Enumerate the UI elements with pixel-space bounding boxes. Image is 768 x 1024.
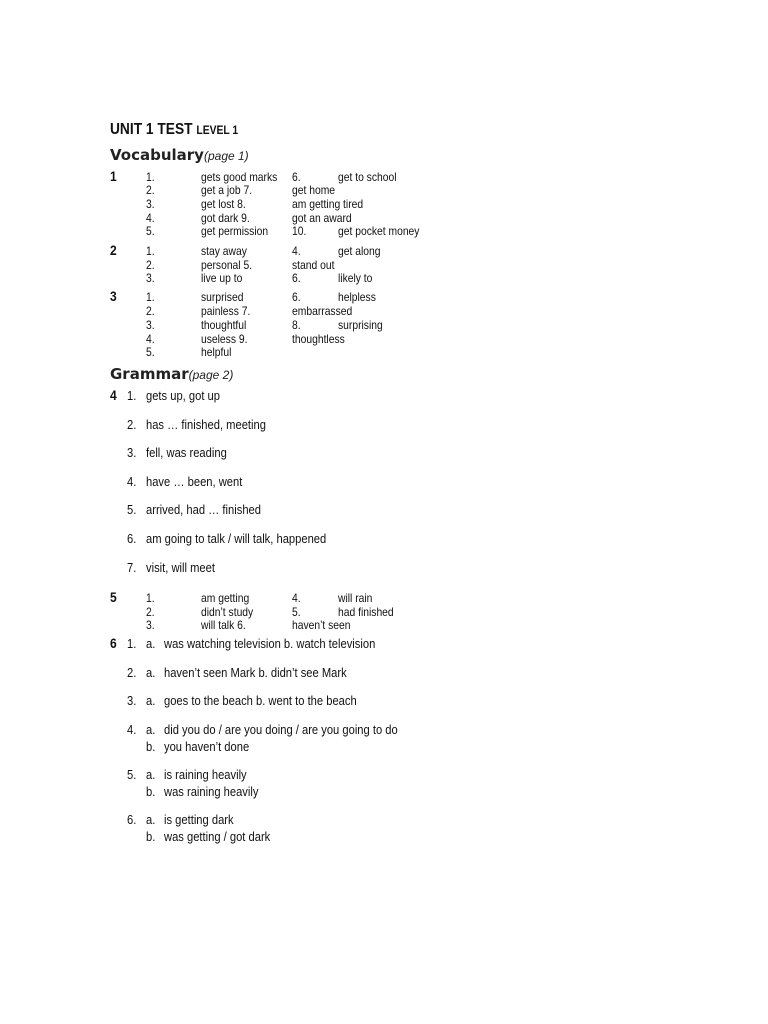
answer-num: 1. [146,591,155,605]
answer-text: am going to talk / will talk, happened [146,531,327,546]
answer-num: 2. [146,605,155,619]
answer-text: visit, will meet [146,560,215,575]
answer-num: 3. [127,445,137,460]
answer-text: had finished [338,605,394,619]
answer-text: useless 9. [201,332,248,346]
answer-text: get lost 8. [201,197,246,211]
answer-num: 1. [146,290,155,304]
answer-text: get a job 7. [201,183,253,197]
question-number: 2 [110,242,117,258]
answer-num: 3. [146,618,155,632]
answer-letter: b. [146,829,156,844]
answer-text: helpless [338,290,376,304]
answer-text: get home [292,183,336,197]
answer-num: 3. [146,271,155,285]
answer-letter: a. [146,665,156,680]
answer-text: did you do / are you doing / are you going to do [164,722,398,737]
answer-num: 5. [127,767,137,782]
answer-text: embarrassed [292,304,353,318]
answer-letter: a. [146,722,156,737]
answer-num: 1. [127,636,137,651]
answer-text: likely to [338,271,373,285]
answer-text: got dark 9. [201,211,250,225]
answer-text: gets good marks [201,170,278,184]
question-number: 1 [110,168,117,184]
answer-text: get pocket money [338,224,420,238]
answer-text: thoughtful [201,318,247,332]
answer-text: didn’t study [201,605,254,619]
answer-text: you haven’t done [164,739,250,754]
vocabulary-heading-text: Vocabulary [110,146,204,164]
answer-num: 6. [127,812,137,827]
question-number: 5 [110,589,117,605]
answer-num: 6. [127,531,137,546]
answer-num: 2. [146,304,155,318]
answer-num: 3. [146,197,155,211]
answer-text: fell, was reading [146,445,227,460]
answer-text: arrived, had … finished [146,502,261,517]
answer-letter: a. [146,636,156,651]
answer-text: stay away [201,244,247,258]
answer-text: am getting tired [292,197,364,211]
answer-num: 7. [127,560,137,575]
answer-text: am getting [201,591,250,605]
question-number: 3 [110,288,117,304]
answer-text: is getting dark [164,812,234,827]
answer-num: 2. [146,183,155,197]
grammar-heading [110,365,233,383]
answer-num: 2. [127,665,137,680]
answer-text: will talk 6. [201,618,246,632]
answer-num: 4. [146,211,155,225]
answer-num: 6. [292,271,301,285]
answer-text: live up to [201,271,243,285]
grammar-heading-text: Grammar [110,365,189,383]
answer-text: haven’t seen [292,618,351,632]
answer-num: 1. [146,244,155,258]
answer-num: 1. [127,388,137,403]
answer-num: 4. [127,722,137,737]
answer-text: personal 5. [201,258,253,272]
page-title [110,121,238,139]
answer-num: 4. [146,332,155,346]
answer-text: get along [338,244,381,258]
answer-text: was getting / got dark [164,829,271,844]
answer-letter: a. [146,767,156,782]
answer-num: 4. [292,244,301,258]
grammar-page-ref: (page 2) [188,368,234,382]
answer-text: have … been, went [146,474,243,489]
question-number: 4 [110,387,117,403]
answer-num: 6. [292,290,301,304]
answer-text: painless 7. [201,304,251,318]
answer-text: thoughtless [292,332,345,346]
answer-num: 10. [292,224,307,238]
answer-text: goes to the beach b. went to the beach [164,693,357,708]
answer-letter: b. [146,739,156,754]
answer-text: will rain [338,591,373,605]
answer-text: get permission [201,224,269,238]
answer-num: 5. [127,502,137,517]
answer-num: 4. [127,474,137,489]
answer-num: 5. [146,224,155,238]
answer-num: 8. [292,318,301,332]
answer-text: haven’t seen Mark b. didn’t see Mark [164,665,347,680]
answer-num: 6. [292,170,301,184]
answer-text: surprised [201,290,244,304]
answer-letter: b. [146,784,156,799]
answer-text: gets up, got up [146,388,220,403]
title-level: LEVEL 1 [196,123,239,137]
question-number: 6 [110,635,117,651]
answer-text: stand out [292,258,335,272]
answer-letter: a. [146,812,156,827]
vocabulary-page-ref: (page 1) [203,149,249,163]
title-main: UNIT 1 TEST [110,121,193,138]
answer-text: helpful [201,345,232,359]
vocabulary-heading [110,146,249,164]
answer-text: got an award [292,211,352,225]
answer-text: is raining heavily [164,767,247,782]
answer-num: 5. [292,605,301,619]
answer-text: was raining heavily [164,784,259,799]
answer-text: was watching television b. watch television [164,636,376,651]
answer-num: 4. [292,591,301,605]
answer-num: 3. [127,693,137,708]
answer-letter: a. [146,693,156,708]
answer-num: 2. [127,417,137,432]
answer-text: has … finished, meeting [146,417,266,432]
answer-text: get to school [338,170,397,184]
answer-num: 2. [146,258,155,272]
answer-num: 1. [146,170,155,184]
answer-num: 5. [146,345,155,359]
answer-text: surprising [338,318,383,332]
answer-num: 3. [146,318,155,332]
